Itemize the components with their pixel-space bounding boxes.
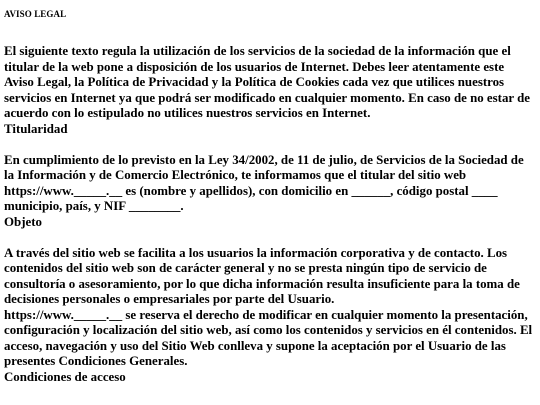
objeto-paragraph-1: A través del sitio web se facilita a los usuarios la información corporativa y de contacto. Los contenidos del sitio web son de carácter general y no se presta ningún tipo de servicio de consultoría o asesoramiento, por lo que dicha información resulta insuficiente para la toma de decisiones personales o empresariales por parte del Usuario. — [4, 245, 520, 306]
objeto-paragraph-2: https://www._____.__ se reserva el derecho de modificar en cualquier momento la presentación, configuración y localización del sitio web, así como los contenidos y servicios en él contenidos. El acceso, navegación y uso del Sitio Web conlleva y supone la aceptación por el Usuario de las presentes Condiciones Generales. — [4, 307, 533, 368]
section-heading-titularidad: Titularidad — [4, 121, 68, 136]
page-title: AVISO LEGAL — [4, 9, 67, 19]
section-heading-condiciones: Condiciones de acceso — [4, 369, 126, 384]
section-heading-objeto: Objeto — [4, 214, 42, 229]
titularidad-paragraph: En cumplimiento de lo previsto en la Ley 34/2002, de 11 de julio, de Servicios de la Sociedad de la Información y de Comercio Electrónico, te informamos que el titular del sitio web https://www._____.__ es (nombre y apellidos), con domicilio en ______, código postal ____ municipio, país, y NIF ________. — [4, 152, 524, 213]
intro-paragraph: El siguiente texto regula la utilización de los servicios de la sociedad de la información que el titular de la web pone a disposición de los usuarios de Internet. Debes leer atentamente este Aviso Legal, la Política de Privacidad y la Política de Cookies cada vez que utilices nuestros servicios en Internet ya que podrá ser modificado en cualquier momento. En caso de no estar de acuerdo con lo estipulado no utilices nuestros servicios en Internet. — [4, 44, 530, 120]
